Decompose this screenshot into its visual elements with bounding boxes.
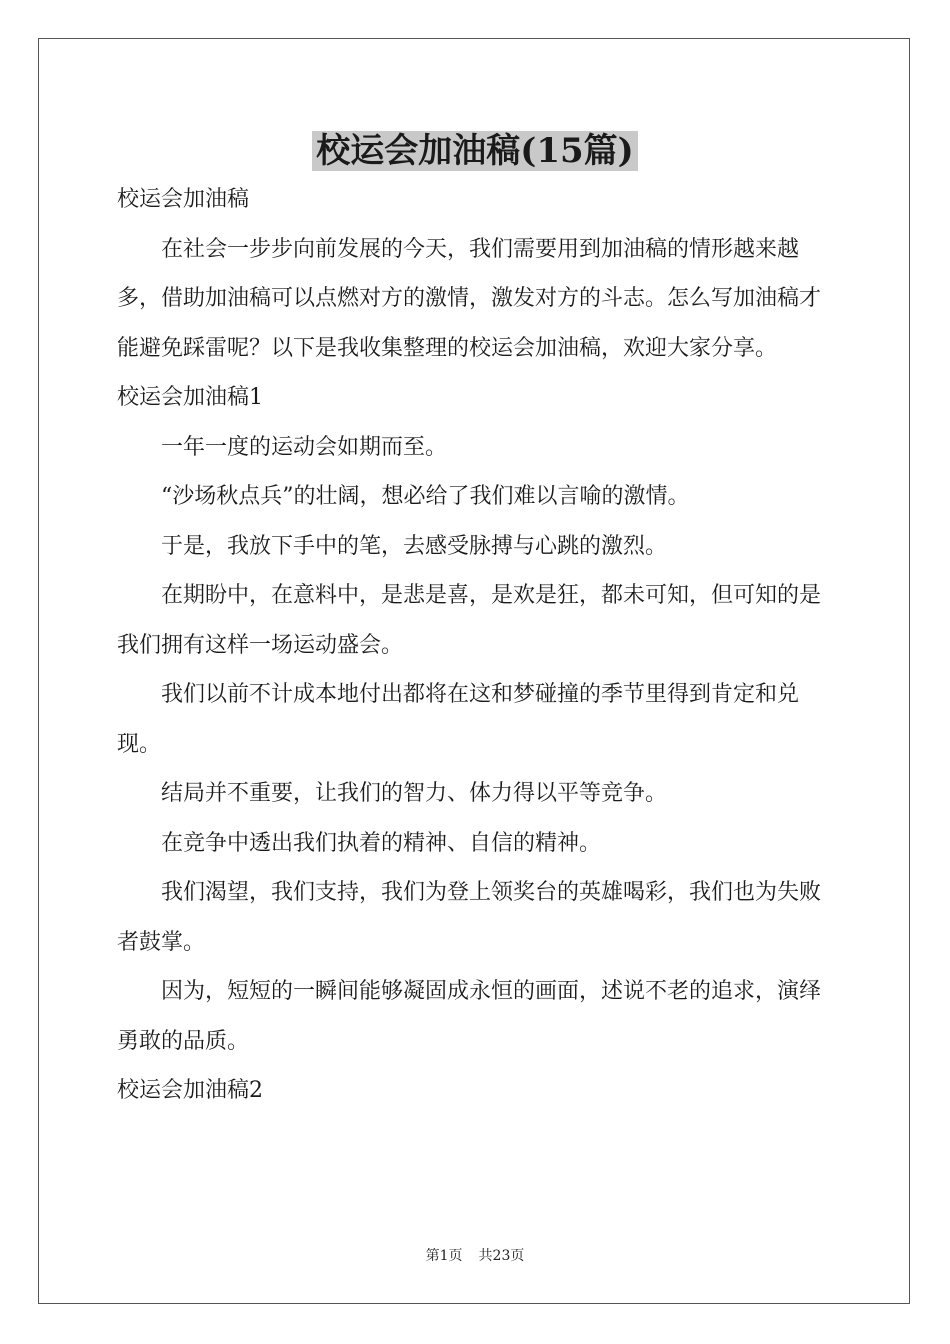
page-number: 第1页 xyxy=(425,1248,463,1264)
paragraph: 因为，短短的一瞬间能够凝固成永恒的画面，述说不老的追求，演绎勇敢的品质。 xyxy=(117,979,822,1054)
paragraph: 在竞争中透出我们执着的精神、自信的精神。 xyxy=(161,830,602,856)
paragraph: 在期盼中，在意料中，是悲是喜，是欢是狂，都未可知，但可知的是我们拥有这样一场运动盛会。 xyxy=(117,583,822,658)
paragraph: 于是，我放下手中的笔，去感受脉搏与心跳的激烈。 xyxy=(161,533,668,559)
paragraph: 结局并不重要，让我们的智力、体力得以平等竞争。 xyxy=(161,781,668,806)
section-heading: 校运会加油稿1 xyxy=(117,385,263,410)
page-total: 共23页 xyxy=(478,1248,525,1264)
section-heading: 校运会加油稿 xyxy=(117,187,250,212)
document-title-text: 校运会加油稿(15篇) xyxy=(312,131,638,171)
paragraph: 我们渴望，我们支持，我们为登上领奖台的英雄喝彩，我们也为失败者鼓掌。 xyxy=(117,880,822,955)
section-heading: 校运会加油稿2 xyxy=(117,1078,263,1103)
page-footer xyxy=(0,1246,950,1266)
paragraph: 在社会一步步向前发展的今天，我们需要用到加油稿的情形越来越多，借助加油稿可以点燃对方的激情，激发对方的斗志。怎么写加油稿才能避免踩雷呢？以下是我收集整理的校运会加油稿，欢迎大家分享。 xyxy=(117,236,822,361)
paragraph: 一年一度的运动会如期而至。 xyxy=(161,434,448,460)
paragraph: “沙场秋点兵”的壮阔，想必给了我们难以言喻的激情。 xyxy=(161,484,690,509)
paragraph: 我们以前不计成本地付出都将在这和梦碰撞的季节里得到肯定和兑现。 xyxy=(117,682,800,757)
document-title xyxy=(0,128,950,174)
document-body xyxy=(117,175,833,1116)
